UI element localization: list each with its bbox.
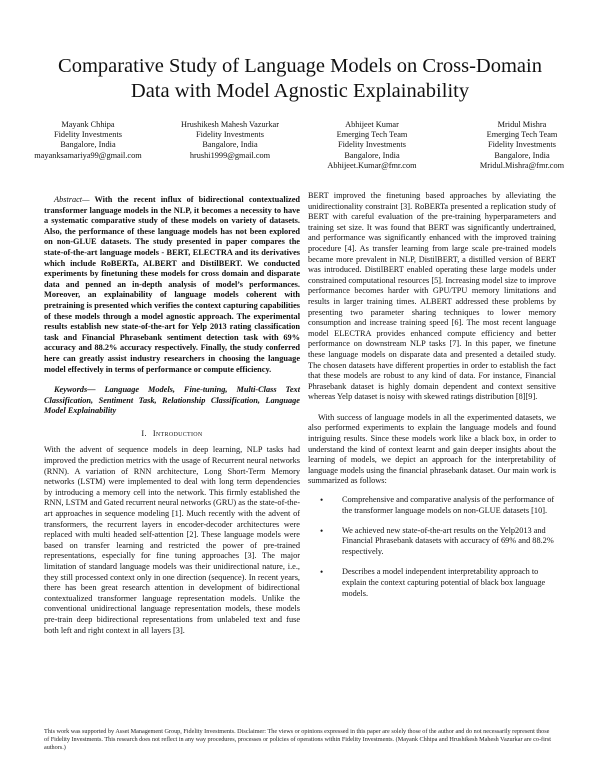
keywords xyxy=(44,385,300,417)
body-paragraph: BERT improved the finetuning based approaches by alleviating the unidirectionality constraint [3]. RoBERTa presented a replication study of BERT with careful evaluation of the pre-training hyperparameters and training set size. It was found that BERT was significantly undertrained, and performance was significantly enhanced with the improved training procedure [4]. As transfer learning from large scale pre-trained models became more prevalent in NLP, DistilBERT, a distilled version of BERT was introduced. DistilBERT enabled operating these large models under constrained computational resources [5]. Increasing model size to improve performance becomes harder with GPU/TPU memory limitations and results in larger training times. ALBERT addressed these problems by presenting two parameter sharing techniques to lower memory consumption and increase training speed [6]. The most recent language model ELECTRA provides enhanced compute efficiency and better performance on downstream NLP tasks [7]. In this paper, we finetune these language models on disparate data and presented a detailed study. The chosen datasets have different properties in order to establish the fact that these models are robust to any kind of data. For instance, Financial Phrasebank dataset is highly domain dependent and context sensitive whereas Yelp dataset is noisy with skewed ratings distribution [8][9]. xyxy=(308,191,556,402)
left-column xyxy=(44,195,300,636)
author-4-team: Emerging Tech Team xyxy=(486,130,558,140)
footnote: This work was supported by Asset Management Group, Fidelity Investments. Disclaimer: The views or opinions expressed in this paper are solely those of the author and do not necessarily represent those of Fidelity Investments. This research does not reflect in any way procedures, processes or policies of operations within Fidelity Investments. (Mayank Chhipa and Hrushikesh Mahesh Vazurkar are co-first authors.) xyxy=(44,728,552,751)
list-item xyxy=(320,567,556,599)
list-item xyxy=(320,495,556,517)
author-1-email: mayanksamariya99@gmail.com xyxy=(34,150,142,160)
paper-title: Comparative Study of Language Models on Cross-Domain Data with Model Agnostic Explainability xyxy=(58,55,542,102)
bullet-icon: • xyxy=(320,567,324,578)
list-item xyxy=(320,525,556,558)
list-item-text: Comprehensive and comparative analysis of the performance of the transformer language models on non-GLUE datasets [10]. xyxy=(342,495,555,515)
keywords-label: Keywords— xyxy=(54,385,96,395)
author-block xyxy=(0,120,600,180)
list-item-text: We achieved new state-of-the-art results on the Yelp2013 and Financial Phrasebank datasets with accuracy of 69% and 88.2% respectively. xyxy=(342,525,554,557)
intro-paragraph: With the advent of sequence models in deep learning, NLP tasks had improved the prediction metrics with the usage of Recurrent neural networks (RNN). A variation of RNN architecture, Long Short-Term Memory networks (LSTM) were implemented to deal with long term dependencies by introducing a memory cell into the network. This firmly established the RNN, LSTM and Gated recurrent neural networks (GRU) as the state-of-the-art approaches in sequence modeling [1]. Much recently with the advent of transformers, the recurrent layers in encoder-decoder architectures were replaced with multi headed self-attention [2]. These language models were based on transfer learning and restricted the power of pre-trained representations, especially for fine tuning approaches [3]. The major limitation of standard language models was their unidirectional nature, i.e., they still processed context only in one direction (sequence). In recent years, there has been great research attention in development of bidirectional contextualized transformer language representation models. Unlike the conventional unidirectional language representation models, these models pre-train deep bidirectional representations from unlabeled text and fuse both left and right context in all layers [3]. xyxy=(44,445,300,635)
right-column xyxy=(308,191,556,608)
author-4 xyxy=(452,120,592,171)
author-1 xyxy=(18,120,158,161)
author-3-location: Bangalore, India xyxy=(344,150,400,160)
keywords-text: Language Models, Fine-tuning, Multi-Class Text Classification, Sentiment Task, Relationship Classification, Language Model Explainability xyxy=(44,385,300,416)
author-3-team: Emerging Tech Team xyxy=(336,130,408,140)
body-paragraph: With success of language models in all the experimented datasets, we also performed experiments to explain the language models and found intriguing results. Since these models work like a black box, in order to understand the kind of context learnt and gain deeper insights about the learning of models, we depict an approach for the interpretability of language models using the financial phrasebank dataset. Our main work is summarized as follows: xyxy=(308,412,556,486)
bullet-icon: • xyxy=(320,525,324,536)
author-2-email: hrushi1999@gmail.com xyxy=(189,150,271,160)
abstract-text: With the recent influx of bidirectional contextualized transformer language models in the NLP, it becomes a necessity to have a systematic comparative study of these models on variety of datasets. Also, the performance of these language models has not been explored on non-GLUE datasets. The study presented in paper compares the state-of-the-art language models - BERT, ELECTRA and its derivatives which include RoBERTa, ALBERT and DistilBERT. We conducted experiments by finetuning these models for cross domain and disparate data and penned an in-depth analysis of model’s performances. Moreover, an explainability of language models coherent with pretraining is presented which verifies the context capturing capabilities of these models through a model agnostic approach. The experimental results establish new state-of-the-art for Yelp 2013 rating classification task and Financial Phrasebank sentiment detection task with 69% accuracy and 88.2% accuracy respectively. Finally, the study conferred here can greatly assist industry researchers in choosing the language model effectively in terms of performance or compute efficiency. xyxy=(44,195,300,374)
section-number: I. xyxy=(141,428,147,438)
author-2-location: Bangalore, India xyxy=(202,140,258,150)
abstract xyxy=(44,195,300,375)
author-3-name: Abhijeet Kumar xyxy=(345,120,399,129)
bullet-icon: • xyxy=(320,495,324,506)
section-title: Introduction xyxy=(152,428,203,438)
contributions-list xyxy=(308,495,556,599)
author-2-affiliation: Fidelity Investments xyxy=(196,130,264,140)
author-4-email: Mridul.Mishra@fmr.com xyxy=(479,160,565,170)
author-4-affiliation: Fidelity Investments xyxy=(488,140,556,150)
author-1-location: Bangalore, India xyxy=(60,140,116,150)
author-3 xyxy=(297,120,447,171)
author-4-location: Bangalore, India xyxy=(494,150,550,160)
author-4-name: Mridul Mishra xyxy=(497,120,547,129)
author-1-affiliation: Fidelity Investments xyxy=(54,130,122,140)
author-1-name: Mayank Chhipa xyxy=(61,120,115,129)
section-heading-introduction xyxy=(44,429,300,440)
list-item-text: Describes a model independent interpretability approach to explain the context capturing potential of black box language models. xyxy=(342,567,546,598)
author-2 xyxy=(160,120,300,161)
author-3-affiliation: Fidelity Investments xyxy=(338,140,406,150)
abstract-label: Abstract— xyxy=(54,195,90,204)
author-2-name: Hrushikesh Mahesh Vazurkar xyxy=(180,120,279,129)
author-3-email: Abhijeet.Kumar@fmr.com xyxy=(327,160,417,170)
